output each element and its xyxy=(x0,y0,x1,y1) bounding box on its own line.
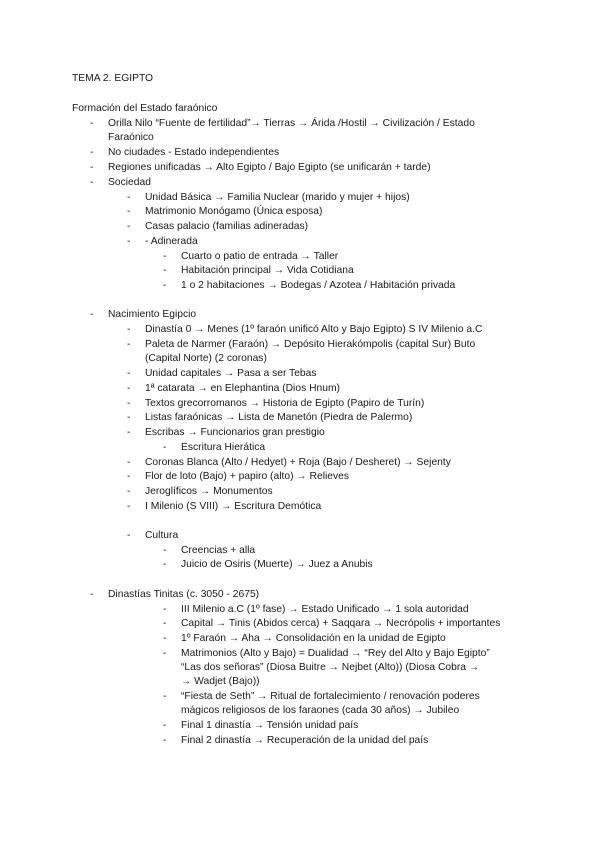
bullet-dash: - xyxy=(163,648,167,659)
bullet-dash: - xyxy=(127,192,131,203)
list-item: Listas faraónicas → Lista de Manetón (Piedra de Palermo) xyxy=(145,412,413,423)
list-item: Coronas Blanca (Alto / Hedyet) + Roja (Bajo / Desheret) → Sejenty xyxy=(145,457,451,468)
bullet-dash: - xyxy=(163,545,167,556)
bullet-dash: - xyxy=(163,691,167,702)
list-item: 1 o 2 habitaciones → Bodegas / Azotea / Habitación privada xyxy=(181,280,456,291)
list-item: Matrimonios (Alto y Bajo) = Dualidad → “Rey del Alto y Bajo Egipto” xyxy=(181,648,490,659)
bullet-dash: - xyxy=(127,221,131,232)
bullet-dash: - xyxy=(163,265,167,276)
list-item: Capital → Tinis (Abidos cerca) + Saqqara → Necrópolis + importantes xyxy=(181,618,501,629)
list-item: 1ª catarata → en Elephantina (Dios Hnum) xyxy=(145,383,340,394)
bullet-dash: - xyxy=(163,280,167,291)
list-item: Paleta de Narmer (Faraón) → Depósito Hierakómpolis (capital Sur) Buto xyxy=(145,339,476,350)
list-item: Juicio de Osiris (Muerte) → Juez a Anubis xyxy=(181,559,373,570)
bullet-dash: - xyxy=(90,177,94,188)
bullet-dash: - xyxy=(163,720,167,731)
list-item: I Milenio (S VIII) → Escritura Demótica xyxy=(145,501,322,512)
bullet-dash: - xyxy=(127,368,131,379)
bullet-dash: - xyxy=(90,118,94,129)
bullet-dash: - xyxy=(127,398,131,409)
bullet-dash: - xyxy=(163,251,167,262)
bullet-dash: - xyxy=(127,471,131,482)
list-item: Final 2 dinastía → Recuperación de la unidad del país xyxy=(181,735,429,746)
list-item: Sociedad xyxy=(108,177,151,188)
list-item: 1º Faraón → Aha → Consolidación en la unidad de Egipto xyxy=(181,633,446,644)
bullet-dash: - xyxy=(127,206,131,217)
bullet-dash: - xyxy=(127,383,131,394)
list-item: No ciudades - Estado independientes xyxy=(108,147,280,158)
bullet-dash: - xyxy=(127,486,131,497)
bullet-dash: - xyxy=(127,427,131,438)
bullet-dash: - xyxy=(163,442,167,453)
list-item: Cultura xyxy=(145,530,179,541)
list-item: III Milenio a.C (1º fase) → Estado Unificado → 1 sola autoridad xyxy=(181,604,469,615)
bullet-dash: - xyxy=(90,589,94,600)
bullet-dash: - xyxy=(90,309,94,320)
section-heading-nacimiento: Nacimiento Egipcio xyxy=(108,309,197,320)
list-item: Jeroglíficos → Monumentos xyxy=(145,486,273,497)
bullet-dash: - xyxy=(127,457,131,468)
bullet-dash: - xyxy=(163,559,167,570)
bullet-dash: - xyxy=(127,339,131,350)
list-item: Habitación principal → Vida Cotidiana xyxy=(181,265,354,276)
list-item: Orilla Nilo “Fuente de fertilidad”→ Tierras → Árida /Hostil → Civilización / Estado xyxy=(108,118,475,129)
document-title: TEMA 2. EGIPTO xyxy=(72,73,154,84)
bullet-dash: - xyxy=(127,501,131,512)
list-item: Regiones unificadas → Alto Egipto / Bajo Egipto (se unificarán + tarde) xyxy=(108,162,431,173)
section-heading-formacion: Formación del Estado faraónico xyxy=(72,103,218,114)
list-item-continuation: Faraónico xyxy=(108,132,154,143)
list-item: Flor de loto (Bajo) + papiro (alto) → Relieves xyxy=(145,471,350,482)
bullet-dash: - xyxy=(163,618,167,629)
list-item-continuation: (Capital Norte) (2 coronas) xyxy=(145,353,267,364)
list-item: - Adinerada xyxy=(145,236,198,247)
list-item-continuation: → Wadjet (Bajo)) xyxy=(181,676,260,687)
list-item-continuation: mágicos religiosos de los faraones (cada 30 años) → Jubileo xyxy=(181,705,460,716)
list-item: Textos grecorromanos → Historia de Egipto (Papiro de Turín) xyxy=(145,398,425,409)
list-item: Unidad capitales → Pasa a ser Tebas xyxy=(145,368,317,379)
bullet-dash: - xyxy=(90,147,94,158)
bullet-dash: - xyxy=(90,162,94,173)
list-item: Matrimonio Monógamo (Única esposa) xyxy=(145,206,323,217)
list-item: Escribas → Funcionarios gran prestigio xyxy=(145,427,325,438)
list-item: Creencias + alla xyxy=(181,545,256,556)
bullet-dash: - xyxy=(163,604,167,615)
list-item: “Fiesta de Seth” → Ritual de fortalecimiento / renovación poderes xyxy=(181,691,480,702)
list-item: Escritura Hierática xyxy=(181,442,266,453)
list-item-continuation: “Las dos señoras” (Diosa Buitre → Nejbet (Alto)) (Diosa Cobra → xyxy=(181,662,480,673)
section-heading-dinastias: Dinastías Tinitas (c. 3050 - 2675) xyxy=(108,589,260,600)
bullet-dash: - xyxy=(127,236,131,247)
bullet-dash: - xyxy=(163,735,167,746)
list-item: Cuarto o patio de entrada → Taller xyxy=(181,251,339,262)
list-item: Final 1 dinastía → Tensión unidad país xyxy=(181,720,359,731)
bullet-dash: - xyxy=(127,412,131,423)
list-item: Dinastía 0 → Menes (1º faraón unificó Alto y Bajo Egipto) S IV Milenio a.C xyxy=(145,324,483,335)
list-item: Casas palacio (familias adineradas) xyxy=(145,221,309,232)
list-item: Unidad Básica → Familia Nuclear (marido y mujer + hijos) xyxy=(145,192,410,203)
bullet-dash: - xyxy=(127,324,131,335)
bullet-dash: - xyxy=(163,633,167,644)
bullet-dash: - xyxy=(127,530,131,541)
